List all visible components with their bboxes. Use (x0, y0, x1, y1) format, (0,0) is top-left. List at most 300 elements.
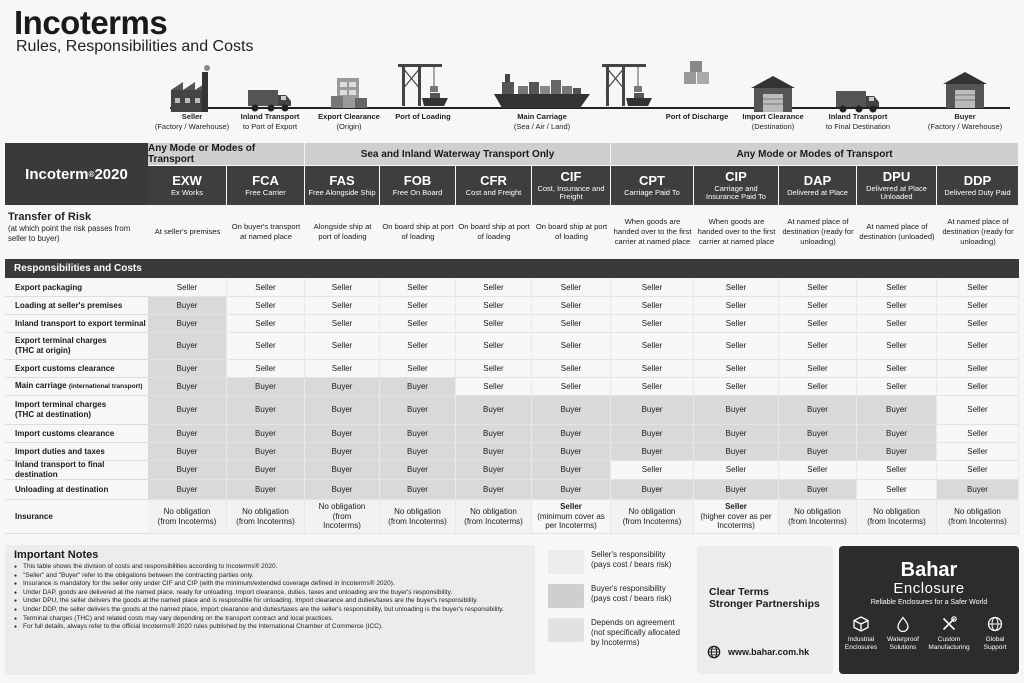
table-cell: Buyer (227, 378, 305, 396)
table-cell: Buyer (148, 425, 227, 443)
term-desc: Cost, Insurance and Freight (537, 183, 605, 201)
term-header-exw (148, 166, 227, 205)
brand-name: Bahar (900, 559, 958, 581)
warehouse-icon (749, 74, 797, 117)
term-code: CFR (480, 172, 507, 188)
table-cell: Seller (227, 333, 305, 360)
term-header-cfr (456, 166, 532, 205)
legend-sub: (pays cost / bears risk) (591, 594, 672, 603)
feature-line-2: Enclosures (844, 644, 878, 651)
table-cell: Seller (694, 378, 779, 396)
table-cell: Buyer (380, 378, 456, 396)
table-cell: Seller (694, 315, 779, 333)
table-cell: Seller (456, 315, 532, 333)
table-cell: Buyer (611, 443, 694, 461)
registered-mark: ® (88, 169, 95, 179)
legend-item (548, 584, 688, 612)
table-cell: Seller (937, 360, 1019, 378)
brand-feature (839, 616, 883, 652)
incoterm-corner (5, 143, 148, 205)
row-label (5, 396, 148, 425)
corner-title: Incoterm (25, 165, 89, 183)
note-item: ● For full details, always refer to the official Incoterms® 2020 rules published by the International Chamber of Commerce (ICC). (14, 623, 526, 632)
row-label-main: Insurance (15, 511, 53, 521)
term-code: DDP (963, 172, 992, 188)
term-code: DPU (882, 168, 911, 184)
table-cell: Seller (857, 333, 937, 360)
table-cell: Seller (779, 360, 857, 378)
stage-label (666, 112, 729, 122)
stage-label (514, 112, 570, 131)
risk-cell: On board ship at port of loading (458, 222, 530, 241)
table-cell: Buyer (779, 480, 857, 500)
term-code: DAP (803, 172, 832, 188)
stage-sub: to Final Destination (825, 121, 891, 131)
term-desc: Delivered at Place Unloaded (866, 183, 927, 201)
table-cell: Seller (779, 297, 857, 315)
legend-swatch (548, 584, 584, 608)
row-label-text (15, 512, 53, 522)
table-cell: Buyer (148, 378, 227, 396)
risk-cell: When goods are handed over to the first carrier at named place (697, 217, 776, 246)
stage-label (742, 112, 803, 131)
table-cell: Buyer (532, 461, 611, 480)
table-cell: Seller (227, 360, 305, 378)
stage-name: Buyer (954, 112, 976, 121)
row-label-text (15, 381, 142, 392)
row-label (5, 425, 148, 443)
stage-label (928, 112, 1002, 131)
notes-list (14, 563, 526, 632)
stage-name: Port of Discharge (665, 112, 729, 121)
note-item: ● Under DAP, goods are delivered at the named place, ready for unloading. Import clearance, duties, taxes and unloading are the buyer's responsibility. (14, 589, 526, 598)
stage-name: Main Carriage (517, 112, 567, 121)
brand-feature (881, 616, 925, 652)
row-label-text (15, 364, 115, 374)
table-cell: Seller (937, 461, 1019, 480)
brand-feature (927, 616, 971, 652)
cell-text (532, 502, 610, 531)
term-desc: Delivered at Place (787, 187, 848, 197)
table-cell: Buyer (532, 480, 611, 500)
cell-text (694, 502, 778, 531)
row-label-main: Unloading at destination (15, 484, 109, 494)
term-desc: Free On Board (392, 187, 443, 197)
crane-ship-icon (600, 60, 654, 115)
table-cell: Buyer (148, 297, 227, 315)
term-desc: Free Alongside Ship (308, 187, 376, 197)
table-cell: Buyer (532, 443, 611, 461)
row-label-main: Main carriage (15, 381, 67, 390)
term-header-dap (779, 166, 857, 205)
legend-sub: (pays cost / bears risk) (591, 560, 672, 569)
important-notes (5, 545, 535, 675)
risk-cell: On board ship at port of loading (382, 222, 454, 241)
table-cell: Buyer (380, 396, 456, 425)
table-cell: Seller (937, 297, 1019, 315)
risk-cell: On buyer's transport at named place (231, 222, 301, 241)
table-cell: Seller (694, 360, 779, 378)
table-cell: No obligation (from Incoterms) (148, 500, 227, 534)
legend-label: Depends on agreement (591, 618, 675, 627)
page-title: Incoterms (14, 4, 168, 41)
table-cell: No obligation (from Incoterms) (611, 500, 694, 534)
table-cell: Buyer (305, 480, 380, 500)
table-cell: Seller (380, 315, 456, 333)
table-cell: Seller (779, 315, 857, 333)
globe-icon (973, 616, 1017, 632)
legend (548, 550, 688, 664)
table-cell: Buyer (148, 315, 227, 333)
stage-sub: (Destination) (751, 121, 795, 131)
row-label-main: Inland transport to export terminal (15, 318, 146, 328)
term-desc: Free Carrier (245, 187, 286, 197)
customs-icon (331, 76, 367, 115)
table-cell: Seller (532, 297, 611, 315)
stage-sub: (Factory / Warehouse) (154, 121, 230, 131)
brand-sub: Enclosure (893, 580, 965, 597)
feature-line-1: Waterproof (887, 636, 919, 643)
table-cell: Seller (694, 297, 779, 315)
table-cell: Seller (456, 297, 532, 315)
row-label-text (15, 429, 114, 439)
table-cell: Buyer (779, 396, 857, 425)
term-desc: Carriage Paid To (624, 187, 680, 197)
cargo-ship-icon (492, 68, 592, 117)
slogan-box (697, 546, 833, 674)
risk-cell: On board ship at port of loading (535, 222, 608, 241)
feature-line-2: Manufacturing (928, 644, 970, 651)
row-label-text (15, 447, 105, 457)
table-cell: Seller (611, 315, 694, 333)
table-cell: Buyer (305, 378, 380, 396)
term-header-fca (227, 166, 305, 205)
row-label-main: Export customs clearance (15, 363, 115, 373)
row-label (5, 297, 148, 315)
table-cell: Buyer (305, 396, 380, 425)
legend-label: Seller's responsibility (591, 550, 666, 559)
row-label-text (15, 319, 146, 329)
table-cell: No obligation (from Incoterms) (857, 500, 937, 534)
table-cell: Buyer (532, 396, 611, 425)
table-cell: No obligation (from Incoterms) (779, 500, 857, 534)
table-cell: Seller (611, 360, 694, 378)
row-label (5, 480, 148, 500)
table-cell: Seller (779, 461, 857, 480)
table-cell: Buyer (148, 333, 227, 360)
table-cell: Buyer (148, 480, 227, 500)
warehouse-icon (941, 70, 989, 113)
table-cell: Buyer (148, 396, 227, 425)
risk-cell: At named place of destination (ready for unloading) (942, 217, 1014, 246)
slogan-line-1: Clear Terms (709, 586, 769, 598)
risk-cell: When goods are handed over to the first carrier at named place (613, 217, 692, 246)
table-cell: Buyer (380, 443, 456, 461)
table-cell: Buyer (227, 396, 305, 425)
feature-line-1: Custom (937, 636, 961, 643)
table-cell: Seller (305, 333, 380, 360)
globe-icon (707, 645, 721, 659)
brand-feature (973, 616, 1017, 652)
corner-year: 2020 (94, 165, 128, 183)
row-label-note: (international transport) (68, 383, 143, 390)
table-cell: Buyer (694, 425, 779, 443)
table-cell: No obligation (from Incoterms) (380, 500, 456, 534)
responsibilities-section-header: Responsibilities and Costs (5, 259, 1019, 278)
legend-swatch (548, 618, 584, 642)
table-cell: Buyer (694, 443, 779, 461)
stage-label (395, 112, 450, 122)
table-cell: Seller (611, 378, 694, 396)
table-cell: Buyer (857, 443, 937, 461)
row-label-text (15, 301, 122, 311)
table-cell (532, 500, 611, 534)
cell-note: (higher cover as per Incoterms) (700, 511, 772, 531)
table-cell: Buyer (456, 425, 532, 443)
feature-line-1: Global (985, 636, 1005, 643)
term-header-cpt (611, 166, 694, 205)
table-cell: Buyer (857, 425, 937, 443)
table-cell: No obligation (from Incoterms) (305, 500, 380, 534)
table-cell: Buyer (694, 480, 779, 500)
stage-label (318, 112, 380, 131)
table-cell: Seller (857, 461, 937, 480)
note-item: ● Terminal charges (THC) and related costs may vary depending on the transport contract and local practices. (14, 615, 526, 624)
table-cell: Seller (380, 297, 456, 315)
row-label (5, 500, 148, 534)
stage-sub: (Sea / Air / Land) (513, 121, 571, 131)
row-label-note: (THC at origin) (15, 346, 71, 355)
term-code: FCA (252, 172, 279, 188)
slogan (709, 586, 820, 610)
row-label (5, 279, 148, 297)
stage-sub: (Origin) (336, 121, 362, 131)
row-label (5, 378, 148, 396)
brand-tagline: Reliable Enclosures for a Safer World (870, 599, 988, 606)
table-cell: Seller (937, 279, 1019, 297)
table-cell: Seller (456, 360, 532, 378)
row-label (5, 315, 148, 333)
table-cell: Seller (227, 279, 305, 297)
risk-cell: Alongside ship at port of loading (313, 222, 372, 241)
table-cell: Seller (227, 315, 305, 333)
row-label-text (15, 460, 148, 480)
term-header-cip (694, 166, 779, 205)
legend-text (591, 618, 688, 648)
table-cell: Seller (380, 279, 456, 297)
note-item: ● Under DPU, the seller delivers the goods at the named place and is responsible for unloading. Import clearance and duties/taxes are the buyer's responsibility. (14, 597, 526, 606)
boxes-icon (682, 60, 712, 91)
table-cell: Seller (305, 279, 380, 297)
website-link[interactable] (707, 645, 809, 659)
table-cell: Seller (380, 333, 456, 360)
table-cell: Seller (611, 333, 694, 360)
table-cell: Seller (611, 279, 694, 297)
row-label (5, 461, 148, 480)
legend-item (548, 618, 688, 658)
term-header-dpu (857, 166, 937, 205)
term-code: CIF (560, 168, 582, 184)
table-cell: Seller (456, 279, 532, 297)
stage-name: Inland Transport (240, 112, 300, 121)
table-cell: Buyer (380, 461, 456, 480)
table-cell: Seller (227, 297, 305, 315)
crane-ship-icon (396, 60, 450, 115)
table-cell: Seller (305, 297, 380, 315)
transport-group-header: Any Mode or Modes of Transport (611, 143, 1019, 165)
table-cell: Buyer (305, 425, 380, 443)
table-cell: Buyer (148, 461, 227, 480)
note-item: ● Insurance is mandatory for the seller only under CIF and CIP (with the minimum/extended coverage defined in Incoterms® 2020). (14, 580, 526, 589)
table-cell: Seller (779, 333, 857, 360)
table-cell: Buyer (456, 480, 532, 500)
table-cell: Seller (937, 443, 1019, 461)
table-cell: No obligation (from Incoterms) (227, 500, 305, 534)
table-cell: Buyer (611, 480, 694, 500)
risk-cell: At seller's premises (154, 227, 221, 236)
stage-name: Export Clearance (318, 112, 380, 121)
risk-cell: At named place of destination (unloaded) (859, 222, 935, 241)
table-cell: Buyer (305, 443, 380, 461)
table-cell: Seller (456, 333, 532, 360)
term-code: EXW (172, 172, 202, 188)
stage-sub: (Factory / Warehouse) (927, 121, 1003, 131)
term-desc: Carriage and Insurance Paid To (706, 183, 766, 201)
note-item: ● This table shows the division of costs and responsibilities according to Incoterms® 2020. (14, 563, 526, 572)
website-text[interactable]: www.bahar.com.hk (728, 647, 810, 657)
row-label-main: Import customs clearance (15, 428, 115, 438)
row-label-text (15, 400, 106, 420)
table-cell: Seller (937, 333, 1019, 360)
table-cell: Seller (694, 279, 779, 297)
term-header-fob (380, 166, 456, 205)
risk-row-label (8, 211, 148, 244)
risk-subtitle: (at which point the risk passes from seller to buyer) (8, 224, 131, 243)
row-label-main: Loading at seller's premises (15, 300, 123, 310)
table-cell: Buyer (227, 480, 305, 500)
table-cell: Seller (779, 279, 857, 297)
table-cell: Seller (857, 378, 937, 396)
process-strip (140, 58, 1020, 138)
table-cell: Buyer (380, 425, 456, 443)
table-cell: Buyer (779, 425, 857, 443)
term-header-ddp (937, 166, 1019, 205)
term-desc: Delivered Duty Paid (944, 187, 1011, 197)
table-cell: Seller (456, 378, 532, 396)
cell-note: (minimum cover as per Incoterms) (537, 511, 605, 531)
table-cell: Seller (857, 480, 937, 500)
transport-group-header: Any Mode or Modes of Transport (148, 143, 305, 165)
row-label-text (15, 283, 82, 293)
table-cell: Seller (937, 315, 1019, 333)
table-cell: Seller (380, 360, 456, 378)
table-cell: Seller (532, 315, 611, 333)
factory-icon (169, 64, 215, 117)
table-cell: Buyer (227, 443, 305, 461)
table-cell: Buyer (380, 480, 456, 500)
table-cell: Seller (857, 360, 937, 378)
row-label-note: (THC at destination) (15, 410, 91, 419)
table-cell: Seller (857, 315, 937, 333)
stage-label (155, 112, 229, 131)
legend-text (591, 584, 671, 604)
drop-icon (881, 616, 925, 632)
table-cell: Buyer (456, 396, 532, 425)
legend-text (591, 550, 671, 570)
brand-box (839, 546, 1019, 674)
table-cell: Seller (937, 396, 1019, 425)
table-cell: No obligation (from Incoterms) (937, 500, 1019, 534)
row-label-main: Import terminal charges (15, 400, 107, 409)
table-cell (694, 500, 779, 534)
stage-label (241, 112, 300, 131)
legend-swatch (548, 550, 584, 574)
transport-group-header: Sea and Inland Waterway Transport Only (305, 143, 611, 165)
feature-line-2: Support (983, 644, 1007, 651)
table-cell: Seller (937, 425, 1019, 443)
table-cell: Seller (694, 333, 779, 360)
table-cell: Seller (532, 333, 611, 360)
legend-item (548, 550, 688, 578)
table-cell: Buyer (857, 396, 937, 425)
page-subtitle: Rules, Responsibilities and Costs (16, 38, 254, 55)
row-label-main: Inland transport to final destination (15, 460, 105, 479)
row-label (5, 333, 148, 360)
table-cell: Seller (694, 461, 779, 480)
table-cell: Seller (532, 279, 611, 297)
stage-name: Inland Transport (828, 112, 888, 121)
box-icon (839, 616, 883, 632)
term-desc: Ex Works (171, 187, 203, 197)
table-cell: Seller (779, 378, 857, 396)
term-desc: Cost and Freight (465, 187, 522, 197)
row-label-text (15, 336, 107, 356)
table-cell: Seller (857, 297, 937, 315)
table-cell: Seller (148, 279, 227, 297)
table-cell: Seller (937, 378, 1019, 396)
term-header-cif (532, 166, 611, 205)
table-cell: Seller (857, 279, 937, 297)
table-cell: Buyer (227, 461, 305, 480)
row-label (5, 443, 148, 461)
table-cell: Buyer (148, 443, 227, 461)
table-cell: Buyer (532, 425, 611, 443)
table-cell: Seller (611, 297, 694, 315)
cell-party: Seller (725, 502, 747, 512)
row-label-main: Export terminal charges (15, 336, 107, 345)
table-cell: Buyer (305, 461, 380, 480)
term-header-fas (305, 166, 380, 205)
feature-line-2: Solutions (889, 644, 917, 651)
note-item: ● "Seller" and "Buyer" refer to the obligations between the contracting parties only. (14, 572, 526, 581)
stage-name: Import Clearance (742, 112, 804, 121)
row-label-main: Export packaging (15, 282, 83, 292)
table-cell: Seller (532, 378, 611, 396)
table-cell: Buyer (694, 396, 779, 425)
risk-title: Transfer of Risk (8, 211, 92, 223)
term-code: CPT (639, 172, 665, 188)
feature-line-1: Industrial (847, 636, 875, 643)
term-code: FOB (403, 172, 432, 188)
risk-cell: At named place of destination (ready for unloading) (782, 217, 854, 246)
note-item: ● Under DDP, the seller delivers the goods at the named place, import clearance and duties/taxes are the seller's responsibility, but unloading is the buyer's responsibility. (14, 606, 526, 615)
table-cell: Buyer (937, 480, 1019, 500)
table-cell: Buyer (456, 461, 532, 480)
legend-label: Buyer's responsibility (591, 584, 666, 593)
term-code: CIP (725, 168, 747, 184)
stage-name: Port of Loading (395, 112, 451, 121)
cell-party: Seller (560, 502, 582, 512)
